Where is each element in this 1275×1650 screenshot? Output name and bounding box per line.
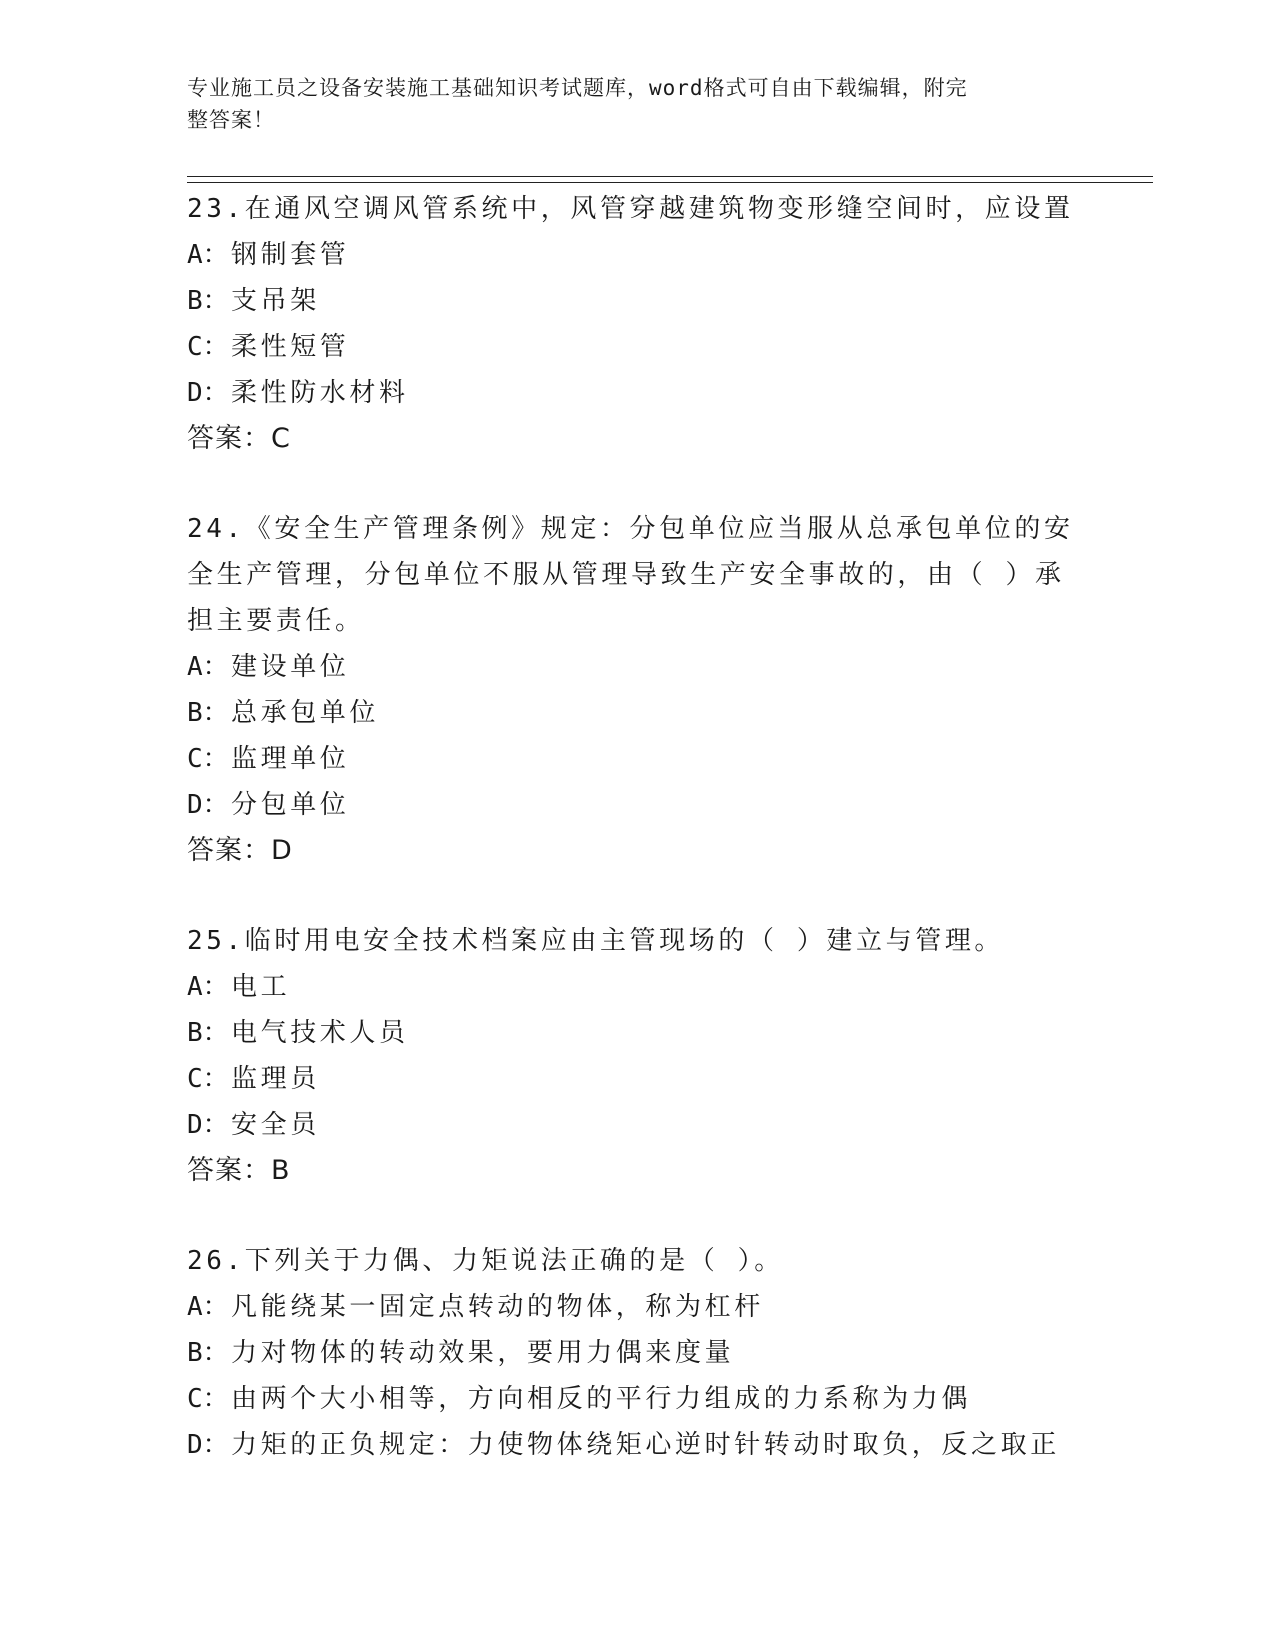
- option-letter: B：: [187, 1018, 229, 1048]
- question-26: [187, 1238, 1087, 1468]
- option-letter: B：: [187, 698, 229, 728]
- option-text: 支吊架: [231, 286, 320, 316]
- option-d: [187, 782, 1087, 828]
- option-text: 柔性防水材料: [231, 378, 409, 408]
- option-letter: D：: [187, 1430, 229, 1460]
- question-text: 23.在通风空调风管系统中，风管穿越建筑物变形缝空间时，应设置: [187, 194, 1074, 224]
- option-text: 力对物体的转动效果，要用力偶来度量: [231, 1338, 735, 1368]
- option-a: [187, 644, 1087, 690]
- question-23: [187, 186, 1087, 462]
- option-letter: A：: [187, 972, 229, 1002]
- option-text: 建设单位: [231, 652, 350, 682]
- option-text: 凡能绕某一固定点转动的物体，称为杠杆: [231, 1292, 764, 1322]
- option-c: [187, 1376, 1087, 1422]
- option-text: 安全员: [231, 1110, 320, 1140]
- question-24: [187, 506, 1087, 874]
- question-25: [187, 918, 1087, 1194]
- answer: 答案：D: [187, 835, 293, 866]
- option-text: 分包单位: [231, 790, 350, 820]
- option-text: 力矩的正负规定：力使物体绕矩心逆时针转动时取负，反之取正: [231, 1430, 1060, 1460]
- option-text: 监理员: [231, 1064, 320, 1094]
- option-b: [187, 1330, 1087, 1376]
- option-text: 钢制套管: [231, 240, 350, 270]
- option-letter: D：: [187, 1110, 229, 1140]
- option-letter: A：: [187, 652, 229, 682]
- header-line-2: 整答案！: [187, 108, 275, 132]
- option-letter: A：: [187, 240, 229, 270]
- option-letter: A：: [187, 1292, 229, 1322]
- option-d: [187, 370, 1087, 416]
- option-b: [187, 278, 1087, 324]
- option-a: [187, 1284, 1087, 1330]
- option-b: [187, 690, 1087, 736]
- option-text: 电工: [231, 972, 291, 1002]
- option-c: [187, 736, 1087, 782]
- option-text: 监理单位: [231, 744, 350, 774]
- option-letter: C：: [187, 1064, 229, 1094]
- option-letter: D：: [187, 378, 229, 408]
- document-header: [187, 72, 1067, 136]
- option-c: [187, 1056, 1087, 1102]
- option-b: [187, 1010, 1087, 1056]
- option-letter: D：: [187, 790, 229, 820]
- option-text: 由两个大小相等，方向相反的平行力组成的力系称为力偶: [231, 1384, 972, 1414]
- option-letter: C：: [187, 744, 229, 774]
- header-rule-bottom: [187, 182, 1153, 183]
- header-rule-top: [187, 176, 1153, 177]
- option-letter: B：: [187, 286, 229, 316]
- option-d: [187, 1422, 1087, 1468]
- option-c: [187, 324, 1087, 370]
- question-list: [187, 186, 1087, 1512]
- option-a: [187, 964, 1087, 1010]
- answer: 答案：C: [187, 423, 291, 454]
- option-letter: C：: [187, 1384, 229, 1414]
- question-text: 24.《安全生产管理条例》规定：分包单位应当服从总承包单位的安全生产管理，分包单位不服从管理导致生产安全事故的，由（ ）承担主要责任。: [187, 514, 1074, 636]
- option-a: [187, 232, 1087, 278]
- answer: 答案：B: [187, 1155, 291, 1186]
- header-line-1: 专业施工员之设备安装施工基础知识考试题库，word格式可自由下载编辑，附完: [187, 76, 968, 100]
- question-text: 25.临时用电安全技术档案应由主管现场的（ ）建立与管理。: [187, 926, 1005, 956]
- question-text: 26.下列关于力偶、力矩说法正确的是（ ）。: [187, 1246, 784, 1276]
- option-d: [187, 1102, 1087, 1148]
- option-text: 总承包单位: [231, 698, 380, 728]
- option-letter: C：: [187, 332, 229, 362]
- option-text: 柔性短管: [231, 332, 350, 362]
- option-text: 电气技术人员: [231, 1018, 409, 1048]
- option-letter: B：: [187, 1338, 229, 1368]
